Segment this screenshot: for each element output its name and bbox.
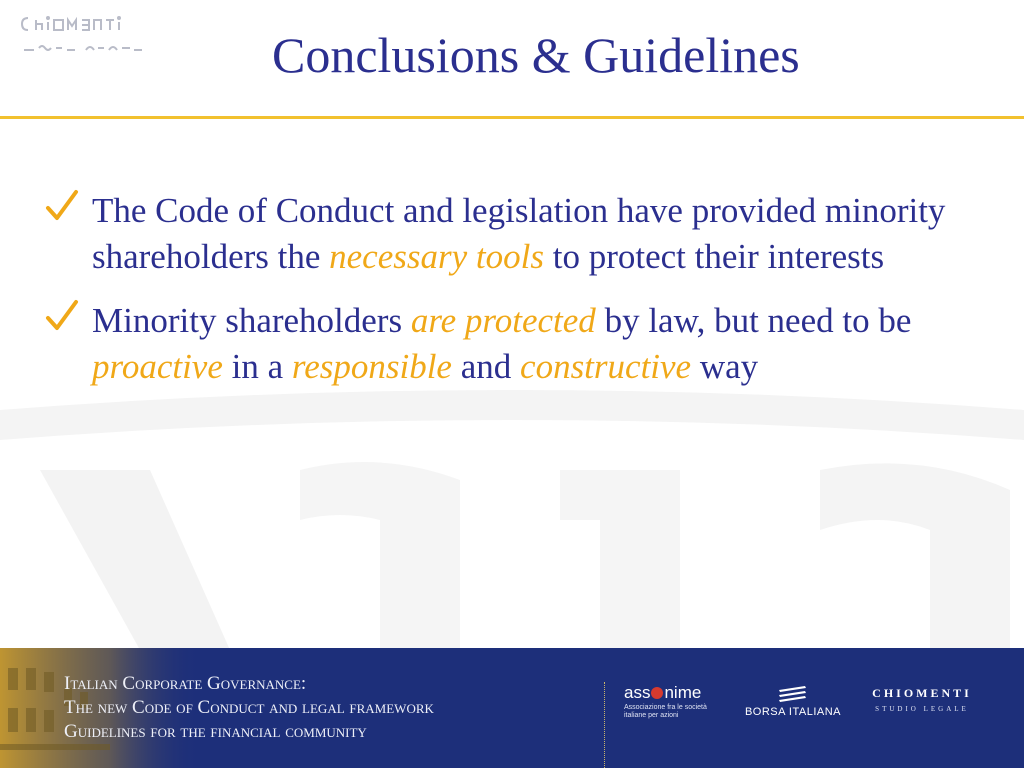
borsa-italiana-label: BORSA ITALIANA [744, 706, 842, 718]
chiomenti-logo [860, 686, 984, 713]
bullet-list [40, 188, 1000, 408]
check-icon [42, 188, 82, 228]
assonime-prefix: ass [624, 683, 651, 702]
bullet-emphasis: responsible [291, 347, 452, 386]
borsa-italiana-logo [738, 684, 848, 718]
bullet-segment: Minority shareholders [92, 301, 411, 340]
bullet-segment: to protect their interests [543, 237, 885, 276]
assonime-dot-icon [651, 687, 663, 699]
footer-line: Italian Corporate Governance: [64, 673, 307, 694]
footer-line: The new Code of Conduct and legal framework [64, 697, 434, 718]
assonime-tagline: Associazione fra le società italiane per azioni [624, 704, 707, 719]
footer-bar [0, 648, 1024, 768]
assonime-suffix: nime [664, 683, 702, 702]
footer-titles [64, 672, 584, 744]
assonime-logo [624, 684, 724, 720]
bullet-emphasis: proactive [92, 347, 223, 386]
bullet-segment: in a [222, 347, 292, 386]
chiomenti-subtitle: STUDIO LEGALE [875, 705, 969, 713]
borsa-italiana-icon [773, 684, 813, 704]
check-icon [42, 298, 82, 338]
chiomenti-name: CHIOMENTI [872, 686, 972, 700]
slide-title: Conclusions & Guidelines [272, 27, 800, 83]
background-watermark [0, 380, 1024, 650]
assonime-wordmark [624, 684, 724, 702]
bullet-emphasis: are protected [410, 301, 596, 340]
title-rule [0, 116, 1024, 119]
bullet-segment: by law, but need to be [595, 301, 912, 340]
bullet-emphasis: necessary tools [329, 237, 544, 276]
bullet-text [92, 301, 911, 386]
bullet-segment: way [691, 347, 759, 386]
bullet-segment: The Code of Conduct and legislation have provided minority shareholders the [92, 191, 946, 276]
footer-line: Guidelines for the financial community [64, 721, 367, 742]
bullet-text [92, 191, 945, 276]
bullet-item [40, 188, 1000, 280]
bullet-emphasis: constructive [520, 347, 692, 386]
bullet-segment: and [451, 347, 521, 386]
chiomenti-top-logo [14, 8, 164, 56]
bullet-item [40, 298, 1000, 390]
footer-separator [604, 682, 605, 768]
